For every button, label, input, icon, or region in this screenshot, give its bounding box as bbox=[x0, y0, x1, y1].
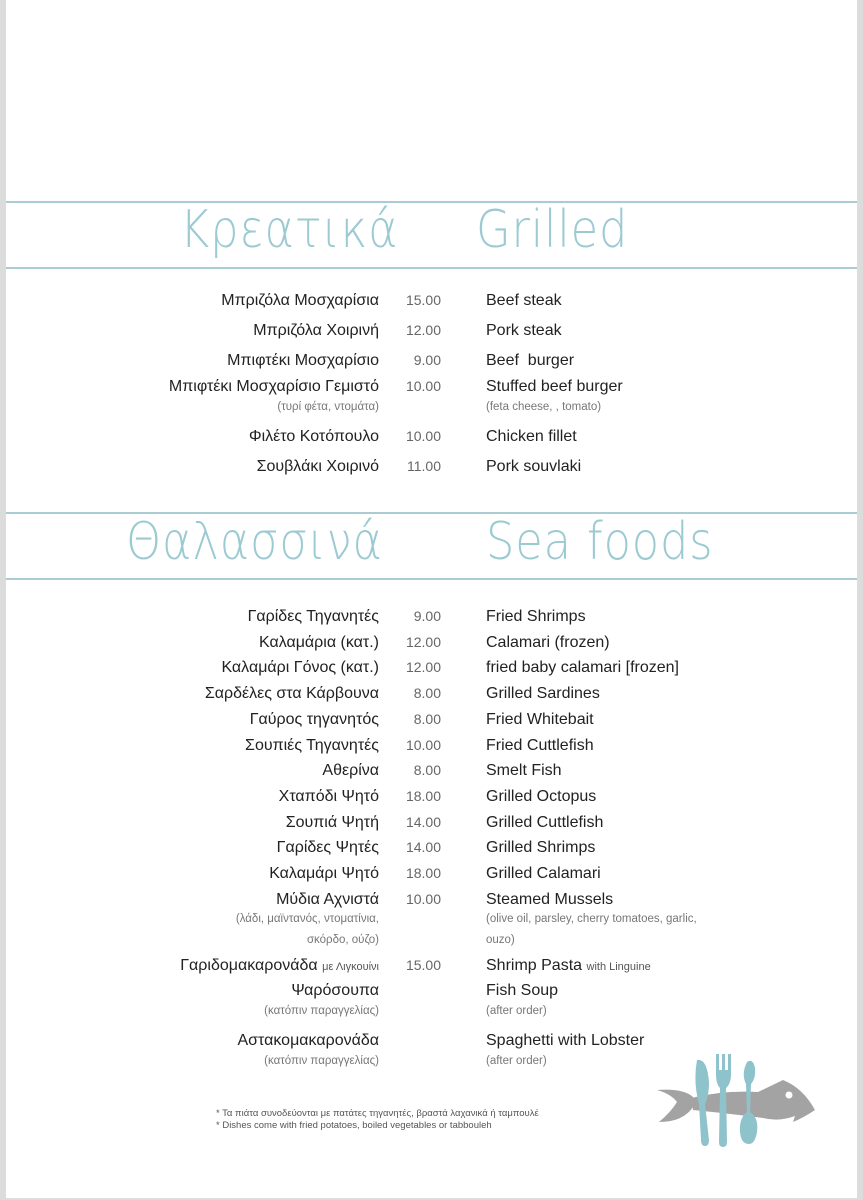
item-name-en: Grilled Shrimps bbox=[486, 839, 596, 856]
item-name-en: fried baby calamari [frozen] bbox=[486, 659, 679, 676]
item-name-en: Chicken fillet bbox=[486, 428, 577, 445]
item-name-en: Beef burger bbox=[486, 352, 575, 369]
item-desc-en: ouzo) bbox=[486, 934, 515, 946]
item-price: 10.00 bbox=[405, 378, 441, 394]
item-price: 12.00 bbox=[405, 322, 441, 338]
item-price: 15.00 bbox=[405, 292, 441, 308]
menu-item bbox=[6, 428, 857, 448]
item-price: 14.00 bbox=[405, 839, 441, 855]
item-desc-en: (after order) bbox=[486, 1055, 547, 1067]
menu-item bbox=[6, 685, 857, 705]
item-name-gr: Αθερίνα bbox=[322, 762, 379, 779]
item-price: 18.00 bbox=[405, 788, 441, 804]
section-title-seafood-gr: Θαλασσινά bbox=[126, 512, 383, 572]
item-name-en: Pork souvlaki bbox=[486, 458, 582, 475]
item-name-en: Calamari (frozen) bbox=[486, 634, 610, 651]
item-name-en-extra: with Linguine bbox=[586, 961, 651, 973]
item-desc-en: (feta cheese, , tomato) bbox=[486, 401, 602, 413]
item-name-gr: Μύδια Αχνιστά bbox=[276, 891, 379, 908]
item-name-gr: Γαρίδες Ψητές bbox=[276, 839, 379, 856]
menu-page bbox=[6, 0, 857, 1198]
item-price: 12.00 bbox=[405, 659, 441, 675]
item-name-gr: Σουβλάκι Χοιρινό bbox=[256, 458, 379, 475]
item-name-en: Beef steak bbox=[486, 292, 562, 309]
item-name-gr: Σουπιές Τηγανητές bbox=[245, 737, 379, 754]
item-name-gr: Μπριζόλα Μοσχαρίσια bbox=[221, 292, 379, 309]
item-name-gr: Μπιφτέκι Μοσχαρίσιο bbox=[227, 352, 379, 369]
menu-item bbox=[6, 891, 857, 951]
item-price: 18.00 bbox=[405, 865, 441, 881]
item-name-gr: Φιλέτο Κοτόπουλο bbox=[248, 428, 379, 445]
menu-item bbox=[6, 458, 857, 478]
item-price: 8.00 bbox=[413, 685, 441, 701]
item-desc-gr: (τυρί φέτα, ντομάτα) bbox=[277, 401, 379, 413]
menu-item bbox=[6, 839, 857, 859]
item-name-gr-extra: με Λιγκουίνι bbox=[322, 961, 379, 973]
item-name-en: Fish Soup bbox=[486, 982, 559, 999]
item-price: 10.00 bbox=[405, 737, 441, 753]
item-price: 9.00 bbox=[413, 352, 441, 368]
item-name-gr: Ψαρόσουπα bbox=[291, 982, 379, 999]
item-name-gr: Μπιφτέκι Μοσχαρίσιο Γεμιστό bbox=[168, 378, 379, 395]
item-price: 9.00 bbox=[413, 608, 441, 624]
item-name-en: Grilled Sardines bbox=[486, 685, 600, 702]
item-desc-gr: (κατόπιν παραγγελίας) bbox=[264, 1055, 379, 1067]
item-name-en: Smelt Fish bbox=[486, 762, 562, 779]
footnote-gr: * Τα πιάτα συνοδεύονται με πατάτες τηγανητές, βραστά λαχανικά ή ταμπουλέ bbox=[216, 1108, 539, 1119]
item-name-gr bbox=[180, 957, 379, 975]
item-name-en: Grilled Cuttlefish bbox=[486, 814, 604, 831]
item-price: 8.00 bbox=[413, 711, 441, 727]
item-name-en: Pork steak bbox=[486, 322, 562, 339]
item-name-gr: Καλαμάρια (κατ.) bbox=[258, 634, 379, 651]
item-name-gr: Χταπόδι Ψητό bbox=[278, 788, 379, 805]
menu-item bbox=[6, 957, 857, 977]
item-price: 11.00 bbox=[407, 458, 441, 474]
menu-item bbox=[6, 352, 857, 372]
section-title-grilled-en: Grilled bbox=[476, 200, 629, 260]
section-divider bbox=[6, 267, 857, 269]
item-name-en: Stuffed beef burger bbox=[486, 378, 623, 395]
item-price: 15.00 bbox=[405, 957, 441, 973]
item-name-gr: Σουπιά Ψητή bbox=[285, 814, 379, 831]
item-name-en: Fried Cuttlefish bbox=[486, 737, 594, 754]
item-desc-gr: σκόρδο, ούζο) bbox=[306, 934, 379, 946]
item-name-en: Grilled Octopus bbox=[486, 788, 597, 805]
item-price: 14.00 bbox=[405, 814, 441, 830]
item-price: 10.00 bbox=[405, 428, 441, 444]
section-title-grilled-gr: Κρεατικά bbox=[180, 200, 399, 260]
fish-cutlery-logo-icon bbox=[653, 1052, 818, 1147]
item-name-gr: Αστακομακαρονάδα bbox=[237, 1032, 379, 1049]
menu-item bbox=[6, 634, 857, 654]
menu-item bbox=[6, 292, 857, 312]
menu-item bbox=[6, 788, 857, 808]
item-name-en bbox=[486, 957, 651, 975]
item-price: 12.00 bbox=[405, 634, 441, 650]
item-name-gr: Καλαμάρι Γόνος (κατ.) bbox=[221, 659, 379, 676]
menu-item bbox=[6, 814, 857, 834]
menu-item bbox=[6, 608, 857, 628]
item-desc-gr: (κατόπιν παραγγελίας) bbox=[264, 1005, 379, 1017]
menu-item bbox=[6, 711, 857, 731]
item-name-gr: Γαύρος τηγανητός bbox=[249, 711, 379, 728]
item-name-en: Fried Whitebait bbox=[486, 711, 594, 728]
menu-item bbox=[6, 865, 857, 885]
menu-item bbox=[6, 322, 857, 342]
item-name-gr: Καλαμάρι Ψητό bbox=[269, 865, 379, 882]
item-name-en: Steamed Mussels bbox=[486, 891, 614, 908]
footnotes bbox=[216, 1108, 539, 1132]
section-divider bbox=[6, 201, 857, 203]
menu-item bbox=[6, 737, 857, 757]
item-desc-gr: (λάδι, μαϊντανός, ντοματίνια, bbox=[235, 913, 379, 925]
item-name-en-main: Shrimp Pasta bbox=[486, 957, 583, 974]
item-name-en: Fried Shrimps bbox=[486, 608, 586, 625]
menu-item bbox=[6, 982, 857, 1022]
item-desc-en: (after order) bbox=[486, 1005, 547, 1017]
item-name-en: Spaghetti with Lobster bbox=[486, 1032, 645, 1049]
item-name-gr-main: Γαριδομακαρονάδα bbox=[180, 957, 318, 974]
section-title-seafood-en: Sea foods bbox=[486, 512, 714, 572]
item-name-en: Grilled Calamari bbox=[486, 865, 601, 882]
menu-item bbox=[6, 659, 857, 679]
item-name-gr: Γαρίδες Τηγανητές bbox=[247, 608, 379, 625]
footnote-en: * Dishes come with fried potatoes, boiled vegetables or tabbouleh bbox=[216, 1120, 492, 1131]
item-name-gr: Σαρδέλες στα Κάρβουνα bbox=[204, 685, 379, 702]
item-price: 8.00 bbox=[413, 762, 441, 778]
menu-item bbox=[6, 762, 857, 782]
item-desc-en: (olive oil, parsley, cherry tomatoes, garlic, bbox=[486, 913, 697, 925]
item-price: 10.00 bbox=[405, 891, 441, 907]
section-divider bbox=[6, 578, 857, 580]
item-name-gr: Μπριζόλα Χοιρινή bbox=[253, 322, 379, 339]
menu-item bbox=[6, 378, 857, 418]
